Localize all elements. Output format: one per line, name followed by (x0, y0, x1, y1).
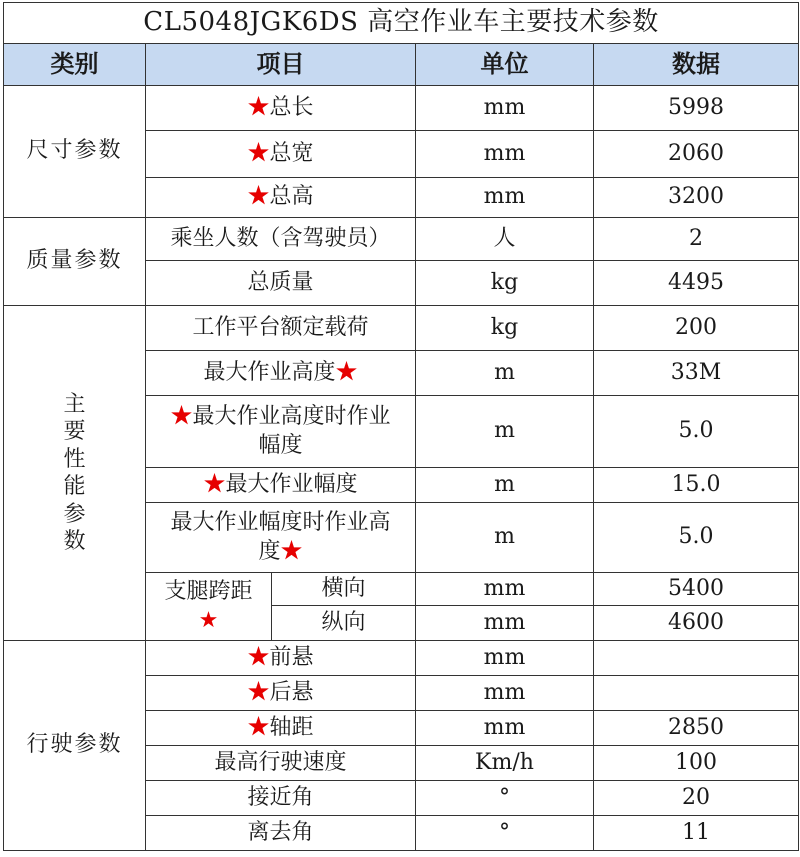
table-title: CL5048JGK6DS 高空作业车主要技术参数 (4, 3, 799, 44)
value-cell: 4600 (594, 606, 799, 641)
item-label: 度 (258, 538, 281, 564)
value-cell: 15.0 (594, 468, 799, 503)
unit-cell: mm (416, 711, 594, 746)
item-label: 前悬 (269, 644, 314, 670)
item-cell: 最高行驶速度 (146, 746, 416, 781)
category-size: 尺寸参数 (4, 86, 146, 218)
category-performance (4, 306, 146, 641)
item-cell (146, 351, 416, 396)
value-cell: 20 (594, 781, 799, 816)
value-cell: 4495 (594, 261, 799, 306)
item-cell: 乘坐人数（含驾驶员） (146, 218, 416, 261)
star-icon: ★ (203, 471, 226, 497)
direction-cell: 横向 (272, 573, 416, 606)
item-cell: 接近角 (146, 781, 416, 816)
category-char: 主 (63, 391, 86, 417)
item-label: 最大作业幅度 (225, 471, 358, 497)
header-data: 数据 (594, 44, 799, 86)
category-char: 参 (63, 501, 86, 527)
item-label: 最大作业幅度时作业高 (170, 509, 391, 535)
table-row (4, 641, 799, 676)
category-char: 性 (63, 446, 86, 472)
category-char: 能 (63, 474, 86, 499)
item-cell (146, 131, 416, 178)
header-unit: 单位 (416, 44, 594, 86)
category-drive: 行驶参数 (4, 641, 146, 851)
star-icon: ★ (247, 679, 270, 705)
item-label: 总长 (269, 94, 314, 120)
item-label: 幅度 (258, 432, 303, 458)
value-cell: 2060 (594, 131, 799, 178)
star-icon: ★ (198, 607, 219, 633)
category-char: 数 (63, 529, 86, 554)
unit-cell: m (416, 396, 594, 468)
star-icon: ★ (247, 94, 270, 120)
item-cell (146, 396, 416, 468)
table-row (4, 306, 799, 351)
direction-cell: 纵向 (272, 606, 416, 641)
item-cell: 离去角 (146, 816, 416, 851)
unit-cell: mm (416, 676, 594, 711)
star-icon: ★ (280, 538, 303, 564)
unit-cell: m (416, 503, 594, 573)
item-label: 最大作业高度 (203, 359, 336, 385)
value-cell: 11 (594, 816, 799, 851)
item-cell (146, 468, 416, 503)
value-cell: 5400 (594, 573, 799, 606)
unit-cell: mm (416, 131, 594, 178)
value-cell (594, 641, 799, 676)
item-label: 最大作业高度时作业 (192, 403, 391, 429)
value-cell: 33M (594, 351, 799, 396)
unit-cell: kg (416, 261, 594, 306)
value-cell: 5998 (594, 86, 799, 131)
spec-table (3, 2, 799, 851)
unit-cell: mm (416, 573, 594, 606)
star-icon: ★ (247, 140, 270, 166)
unit-cell: Km/h (416, 746, 594, 781)
unit-cell: mm (416, 86, 594, 131)
value-cell: 5.0 (594, 396, 799, 468)
item-label: 后悬 (269, 679, 314, 705)
value-cell: 5.0 (594, 503, 799, 573)
item-label: 总宽 (269, 140, 314, 166)
header-item: 项目 (146, 44, 416, 86)
item-cell (146, 641, 416, 676)
item-cell: 总质量 (146, 261, 416, 306)
star-icon: ★ (335, 359, 358, 385)
value-cell: 2850 (594, 711, 799, 746)
star-icon: ★ (247, 714, 270, 740)
category-mass: 质量参数 (4, 218, 146, 306)
value-cell: 200 (594, 306, 799, 351)
star-icon: ★ (170, 403, 193, 429)
outrigger-label: 支腿跨距 (164, 578, 253, 604)
value-cell (594, 676, 799, 711)
item-label: 轴距 (269, 714, 314, 740)
unit-cell: ° (416, 781, 594, 816)
item-cell (146, 86, 416, 131)
item-cell: 工作平台额定载荷 (146, 306, 416, 351)
star-icon: ★ (247, 184, 270, 210)
item-cell (146, 178, 416, 218)
unit-cell: 人 (416, 218, 594, 261)
outrigger-label-cell (146, 573, 272, 641)
unit-cell: ° (416, 816, 594, 851)
unit-cell: mm (416, 606, 594, 641)
unit-cell: kg (416, 306, 594, 351)
value-cell: 2 (594, 218, 799, 261)
unit-cell: m (416, 351, 594, 396)
item-cell (146, 676, 416, 711)
category-char: 要 (63, 419, 86, 444)
item-cell (146, 503, 416, 573)
value-cell: 3200 (594, 178, 799, 218)
unit-cell: m (416, 468, 594, 503)
item-label: 总高 (269, 184, 314, 210)
value-cell: 100 (594, 746, 799, 781)
table-row (4, 218, 799, 261)
header-category: 类别 (4, 44, 146, 86)
table-row (4, 86, 799, 131)
unit-cell: mm (416, 641, 594, 676)
item-cell (146, 711, 416, 746)
header-row (4, 44, 799, 86)
star-icon: ★ (247, 644, 270, 670)
unit-cell: mm (416, 178, 594, 218)
